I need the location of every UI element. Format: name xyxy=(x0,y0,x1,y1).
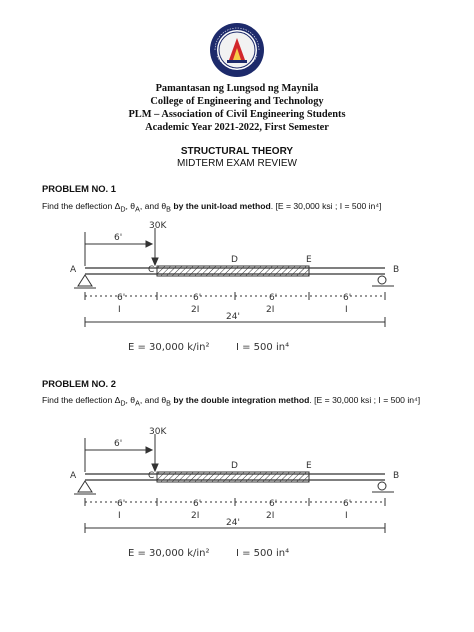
university-header xyxy=(0,82,474,134)
node-e-label: E xyxy=(306,461,312,471)
problem-1-label: PROBLEM NO. 1 xyxy=(42,183,116,194)
subscript-d: D xyxy=(120,205,126,214)
problem-text-fragment: , θ xyxy=(125,201,136,211)
inertia-label: 2I xyxy=(266,511,275,521)
subscript-a: A xyxy=(135,205,140,214)
organization-name: PLM – Association of Civil Engineering Students xyxy=(128,109,346,120)
given-values: . [E = 30,000 ksi ; I = 500 in⁴] xyxy=(309,395,421,405)
problem-text-fragment: Find the deflection Δ xyxy=(42,201,121,211)
load-arrow-head xyxy=(152,258,158,265)
pin-support xyxy=(78,481,92,492)
problem-text-fragment: Find the deflection Δ xyxy=(42,395,121,405)
node-a-label: A xyxy=(70,265,77,275)
modulus-note: E = 30,000 k/in² xyxy=(128,342,210,353)
node-c-label: C xyxy=(148,265,155,275)
span-length-label: 6' xyxy=(117,499,126,509)
load-label: 30K xyxy=(149,221,167,231)
method-name: by the double integration method xyxy=(170,395,310,405)
subscript-d: D xyxy=(120,399,126,408)
modulus-note: E = 30,000 k/in² xyxy=(128,548,210,559)
span-length-label: 6' xyxy=(193,293,202,303)
inertia-label: I xyxy=(118,305,121,315)
plm-aces-logo xyxy=(209,22,265,78)
node-d-label: D xyxy=(231,461,238,471)
node-b-label: B xyxy=(393,265,400,275)
roller-support xyxy=(378,482,386,490)
university-name: Pamantasan ng Lungsod ng Maynila xyxy=(155,83,319,94)
document-title xyxy=(0,146,474,170)
exam-subtitle: MIDTERM EXAM REVIEW xyxy=(176,158,297,169)
problem-2-statement xyxy=(42,394,434,410)
problem-text-fragment: , and θ xyxy=(139,201,167,211)
load-distance-label: 6' xyxy=(114,233,123,243)
method-name: by the unit-load method xyxy=(170,201,271,211)
beam-2i-segment xyxy=(157,266,309,276)
node-b-label: B xyxy=(393,471,400,481)
subscript-b: B xyxy=(166,399,171,408)
dimension-arrow xyxy=(146,447,152,453)
beam-figure-1 xyxy=(60,218,420,368)
span-length-label: 6' xyxy=(343,499,352,509)
span-length-label: 6' xyxy=(343,293,352,303)
inertia-label: 2I xyxy=(191,305,200,315)
span-length-label: 6' xyxy=(269,293,278,303)
dimension-arrow xyxy=(146,241,152,247)
problem-2-label: PROBLEM NO. 2 xyxy=(42,378,116,389)
inertia-note: I = 500 in⁴ xyxy=(236,548,290,559)
inertia-label: 2I xyxy=(266,305,275,315)
inertia-label: 2I xyxy=(191,511,200,521)
load-distance-label: 6' xyxy=(114,439,123,449)
load-arrow-head xyxy=(152,464,158,471)
college-name: College of Engineering and Technology xyxy=(150,96,324,107)
node-c-label: C xyxy=(148,471,155,481)
inertia-label: I xyxy=(345,511,348,521)
subscript-b: B xyxy=(166,205,171,214)
node-e-label: E xyxy=(306,255,312,265)
node-a-label: A xyxy=(70,471,77,481)
roller-support xyxy=(378,276,386,284)
course-title: STRUCTURAL THEORY xyxy=(180,146,294,157)
inertia-label: I xyxy=(118,511,121,521)
total-length-label: 24' xyxy=(226,518,240,528)
inertia-label: I xyxy=(345,305,348,315)
total-length-label: 24' xyxy=(226,312,240,322)
problem-1-statement xyxy=(42,200,434,216)
span-length-label: 6' xyxy=(269,499,278,509)
beam-figure-2 xyxy=(60,424,420,574)
given-values: . [E = 30,000 ksi ; I = 500 in⁴] xyxy=(270,201,382,211)
span-length-label: 6' xyxy=(193,499,202,509)
load-label: 30K xyxy=(149,427,167,437)
inertia-note: I = 500 in⁴ xyxy=(236,342,290,353)
span-length-label: 6' xyxy=(117,293,126,303)
academic-year: Academic Year 2021-2022, First Semester xyxy=(145,122,329,133)
problem-text-fragment: , and θ xyxy=(139,395,167,405)
node-d-label: D xyxy=(231,255,238,265)
subscript-a: A xyxy=(135,399,140,408)
problem-text-fragment: , θ xyxy=(125,395,136,405)
beam-2i-segment xyxy=(157,472,309,482)
pin-support xyxy=(78,275,92,286)
